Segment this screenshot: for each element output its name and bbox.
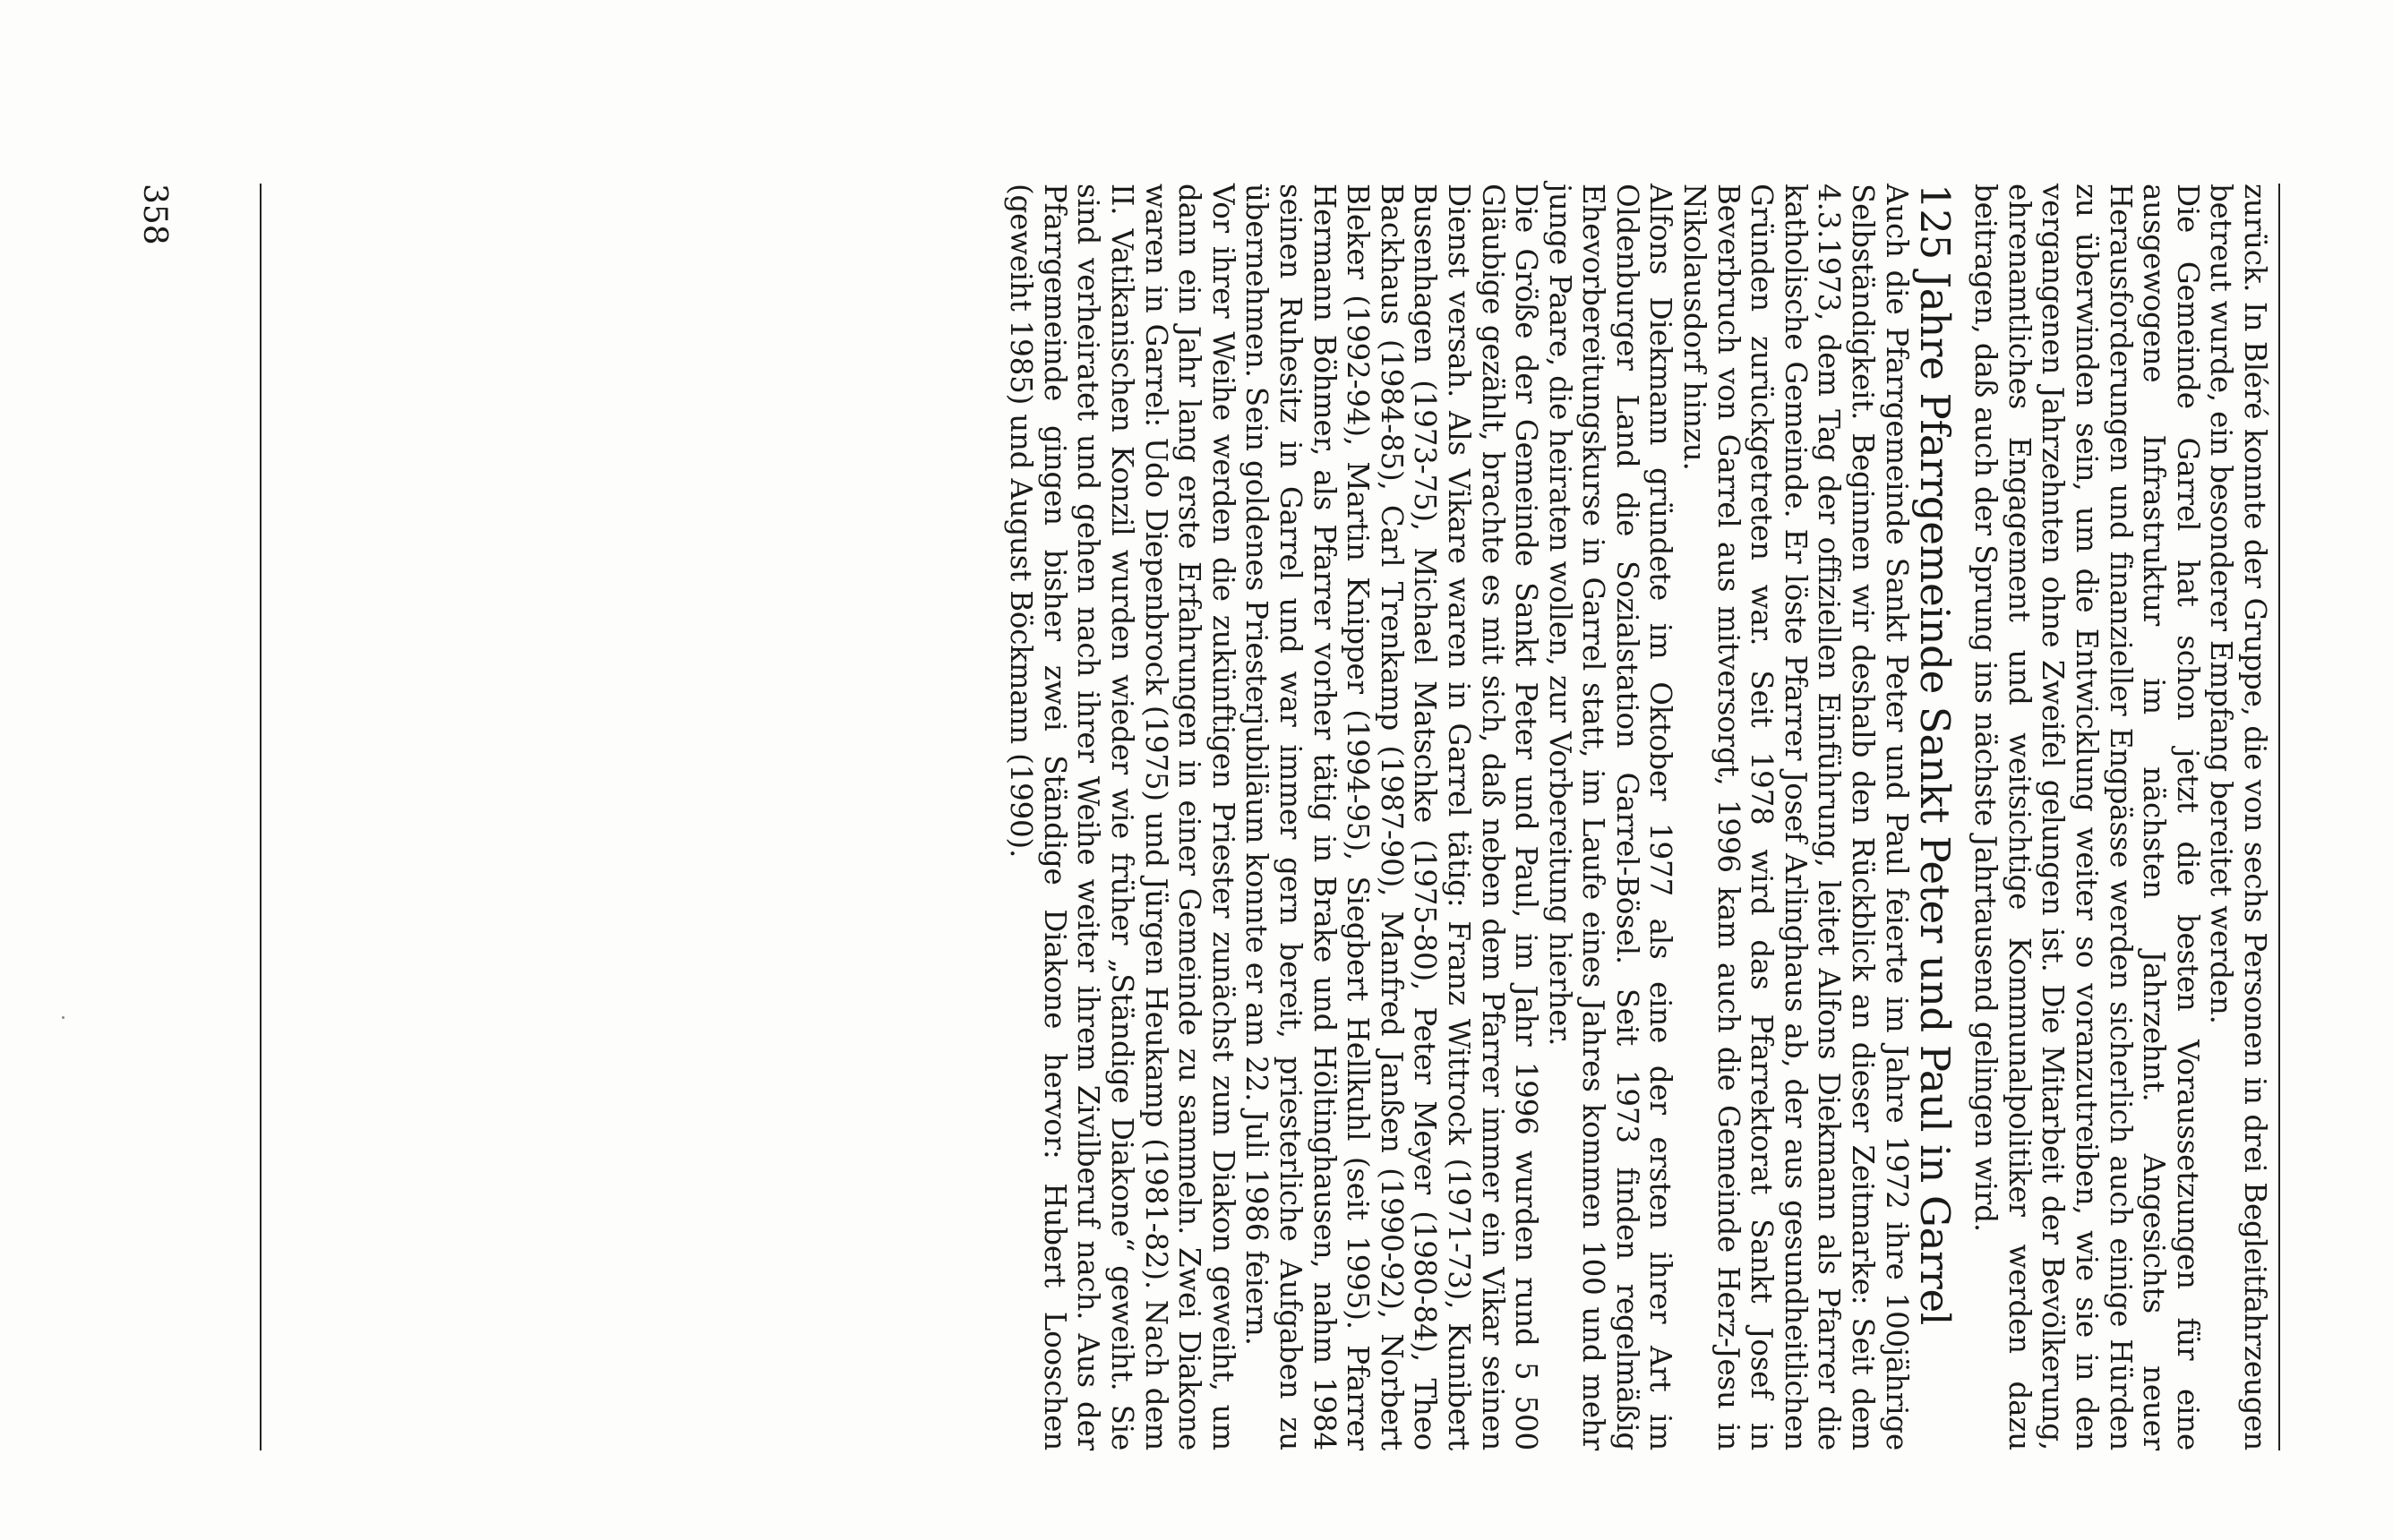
paragraph-infrastructure: Die Gemeinde Garrel hat schon jetzt die besten Voraussetzungen für eine ausgewogene Infrastruktur im nächsten Jahrzehnt. Angesichts neuer Herausforderungen und finanzieller Engpässe werden sicherlich auch einige Hürden zu überwinden sein, um die Entwicklung weiter so voranzutreiben, wie sie in den vergangenen Jahrzehnten ohne Zweifel gelungen ist. Die Mitarbeit der Bevölkerung, ehrenamtliches Engagement und weitsichtige Kommunalpolitiker werden dazu beitragen, daß auch der Sprung ins nächste Jahrtausend gelingen wird. xyxy=(1968,184,2205,1450)
paragraph-vicars: Die Größe der Gemeinde Sankt Peter und Paul, im Jahr 1996 wurden rund 5 500 Gläubige gezählt, brachte es mit sich, daß neben dem Pfarrer immer ein Vikar seinen Dienst versah. Als Vikare waren in Garrel tätig: Franz Wittrock (1971-73), Kunibert Busenhagen (1973-75), Michael Matschke (1975-80), Peter Meyer (1980-84), Theo Backhaus (1984-85), Carl Trenkamp (1987-90), Manfred Janßen (1990-92), Norbert Bleker (1992-94), Martin Knipper (1994-95), Siegbert Hellkuhl (seit 1995). Pfarrer Hermann Böhmer, als Pfarrer vorher tätig in Brake und Höltinghausen, nahm 1984 seinen Ruhesitz in Garrel und war immer gern bereit, priesterliche Aufgaben zu übernehmen. Sein goldenes Priesterjubiläum konnte er am 22. Juli 1986 feiern. xyxy=(1239,184,1544,1450)
page-content xyxy=(1004,184,2271,1450)
section-heading: 125 Jahre Pfarrgemeinde Sankt Peter und Paul in Garrel xyxy=(1910,184,1959,1325)
page-number: 358 xyxy=(136,184,173,245)
scan-speck xyxy=(62,1016,64,1019)
paragraph-intro: zurück. In Bléré konnte der Gruppe, die von sechs Personen in drei Begleitfahrzeugen betreut wurde, ein besonderer Empfang bereitet werden. xyxy=(2204,184,2272,1450)
paragraph-social-station: Alfons Diekmann gründete im Oktober 1977 als eine der ersten ihrer Art im Oldenburger Land die Sozialstation Garrel-Bösel. Seit 1973 finden regelmäßig Ehevorbereitungskurse in Garrel statt, im Laufe eines Jahres kommen 100 und mehr junge Paare, die heiraten wollen, zur Vorbereitung hierher. xyxy=(1542,184,1678,1450)
top-rule xyxy=(2278,184,2280,1450)
paragraph-deacons: Vor ihrer Weihe werden die zukünftigen Priester zunächst zum Diakon geweiht, um dann ein Jahr lang erste Erfahrungen in einer Gemeinde zu sammeln. Zwei Diakone waren in Garrel: Udo Diepenbrock (1975) und Jürgen Heukamp (1981-82). Nach dem II. Vatikanischen Konzil wurden wieder wie früher „Ständige Diakone“ geweiht. Sie sind verheiratet und gehen nach ihrer Weihe weiter ihrem Zivilberuf nach. Aus der Pfarrgemeinde gingen bisher zwei Ständige Diakone hervor: Hubert Looschen (geweiht 1985) und August Böckmann (1990). xyxy=(1004,184,1240,1450)
bottom-rule xyxy=(260,184,262,1450)
paragraph-parish-history: Auch die Pfarrgemeinde Sankt Peter und Paul feierte im Jahre 1972 ihre 100jährige Selbständigkeit. Beginnen wir deshalb den Rückblick an dieser Zeitmarke: Seit dem 4.3.1973, dem Tag der offiziellen Einführung, leitet Alfons Diekmann als Pfarrer die katholische Gemeinde. Er löste Pfarrer Josef Arlinghaus ab, der aus gesundheitlichen Gründen zurückgetreten war. Seit 1978 wird das Pfarrektorat Sankt Josef in Beverbruch von Garrel aus mitversorgt, 1996 kam auch die Gemeinde Herz-Jesu in Nikolausdorf hinzu. xyxy=(1677,184,1914,1450)
